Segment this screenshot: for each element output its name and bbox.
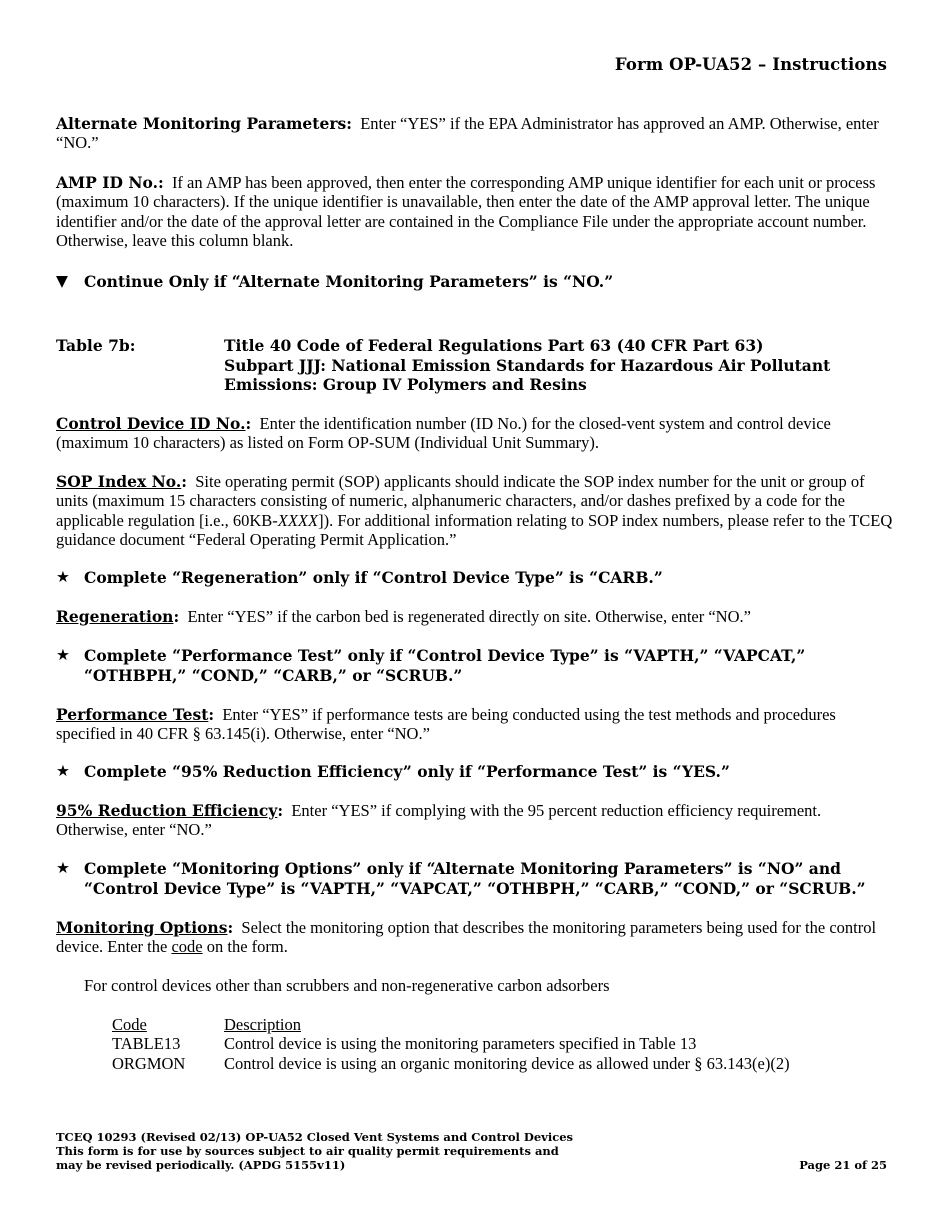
footer bbox=[56, 1130, 616, 1172]
footer-line2: This form is for use by sources subject to air quality permit requirements and bbox=[56, 1144, 559, 1158]
performance-test-text: Enter “YES” if performance tests are being conducted using the test methods and procedures specified in 40 CFR § 63.145(i). Otherwise, enter “NO.” bbox=[56, 705, 836, 744]
control-device-id-paragraph: Control Device ID No.: Enter the identification number (ID No.) for the closed-vent system and control device (maximum 10 characters) as listed on Form OP-SUM (Individual Unit Summary). bbox=[56, 414, 831, 453]
code-cell: TABLE13 bbox=[112, 1034, 181, 1054]
down-triangle-icon: ▼ bbox=[56, 272, 68, 290]
bullet-regeneration-text: Complete “Regeneration” only if “Control Device Type” is “CARB.” bbox=[84, 568, 663, 587]
description-cell: Control device is using the monitoring parameters specified in Table 13 bbox=[224, 1034, 697, 1054]
table-7b-title bbox=[224, 336, 894, 395]
bullet-monitoring-line2: “Control Device Type” is “VAPTH,” “VAPCAT,” “OTHBPH,” “CARB,” “COND,” or “SCRUB.” bbox=[84, 878, 866, 898]
description-cell: Control device is using an organic monitoring device as allowed under § 63.143(e)(2) bbox=[224, 1053, 790, 1073]
control-device-id-text: Enter the identification number (ID No.) for the closed-vent system and control device (maximum 10 characters) as listed on Form OP-SUM (Individual Unit Summary). bbox=[56, 414, 831, 453]
star-icon: ★ bbox=[56, 762, 70, 780]
footer-line3: may be revised periodically. (APDG 5155v11) bbox=[56, 1158, 346, 1172]
regeneration-paragraph: Regeneration: Enter “YES” if the carbon bed is regenerated directly on site. Otherwise, enter “NO.” bbox=[56, 607, 751, 626]
reduction-95-text: Enter “YES” if complying with the 95 percent reduction efficiency requirement. Otherwise, enter “NO.” bbox=[56, 801, 822, 840]
monitoring-options-text-after: on the form. bbox=[202, 937, 288, 957]
amp-id-term: AMP ID No bbox=[56, 173, 153, 192]
performance-test-paragraph: Performance Test: Enter “YES” if performance tests are being conducted using the test methods and procedures specified in 40 CFR § 63.145(i). Otherwise, enter “NO.” bbox=[56, 705, 836, 744]
bullet-performance-text bbox=[84, 646, 896, 685]
bullet-monitoring-line1: Complete “Monitoring Options” only if “Alternate Monitoring Parameters” is “NO” and bbox=[84, 859, 841, 878]
reduction-95-paragraph: 95% Reduction Efficiency: Enter “YES” if complying with the 95 percent reduction efficiency requirement. Otherwise, enter “NO.” bbox=[56, 801, 822, 840]
sop-index-text-before: Site operating permit (SOP) applicants should indicate the SOP index number for the unit or group of units (maximum 15 characters consisting of numeric, alphanumeric characters, and/or dashes prefixed by a code for the applicable regulation [i.e., 60KB- bbox=[56, 472, 865, 530]
codes-header-code: Code bbox=[112, 1015, 147, 1034]
sop-index-text-after: ]). For additional information relating to SOP index numbers, please refer to the TCEQ guidance document “Federal Operating Permit Application.” bbox=[56, 510, 893, 549]
sop-index-placeholder: XXXX bbox=[277, 510, 319, 530]
regeneration-term: Regeneration bbox=[56, 607, 174, 626]
control-device-id-term: Control Device ID No. bbox=[56, 414, 246, 433]
performance-test-term: Performance Test bbox=[56, 705, 209, 724]
regeneration-text: Enter “YES” if the carbon bed is regenerated directly on site. Otherwise, enter “NO.” bbox=[187, 607, 751, 626]
footer-line1: TCEQ 10293 (Revised 02/13) OP-UA52 Closed Vent Systems and Control Devices bbox=[56, 1130, 573, 1144]
monitoring-options-code-word: code bbox=[171, 937, 203, 957]
star-icon: ★ bbox=[56, 646, 70, 664]
amp-id-paragraph: AMP ID No.: If an AMP has been approved, then enter the corresponding AMP unique identifier for each unit or process (maximum 10 characters). If the unique identifier is unavailable, then enter the date of the AMP approval letter. The unique identifier and/or the date of the approval letter are contained in the Compliance File under the appropriate account number. Otherwise, leave this column blank. bbox=[56, 173, 876, 250]
bullet-performance-line2: “OTHBPH,” “COND,” “CARB,” or “SCRUB.” bbox=[84, 665, 463, 685]
table-7b-title-line3: Emissions: Group IV Polymers and Resins bbox=[224, 375, 587, 394]
devices-note: For control devices other than scrubbers and non-regenerative carbon adsorbers bbox=[84, 976, 610, 995]
amp-id-text: If an AMP has been approved, then enter the corresponding AMP unique identifier for each unit or process (maximum 10 characters). If the unique identifier is unavailable, then enter the date of the AMP approval letter. The unique identifier and/or the date of the approval letter are contained in the Compliance File under the appropriate account number. Otherwise, leave this column blank. bbox=[56, 173, 876, 250]
table-7b-title-line2: Subpart JJJ: National Emission Standards for Hazardous Air Pollutant bbox=[224, 355, 831, 375]
sop-index-term: SOP Index No. bbox=[56, 472, 182, 491]
bullet-monitoring-text bbox=[84, 859, 896, 898]
page-number: Page 21 of 25 bbox=[799, 1158, 887, 1172]
monitoring-options-text-before: Select the monitoring option that describes the monitoring parameters being used for the control device. Enter the bbox=[56, 918, 877, 957]
alt-monitoring-text: Enter “YES” if the EPA Administrator has approved an AMP. Otherwise, enter “NO.” bbox=[56, 114, 879, 153]
bullet-performance-line1: Complete “Performance Test” only if “Control Device Type” is “VAPTH,” “VAPCAT,” bbox=[84, 646, 806, 665]
star-icon: ★ bbox=[56, 859, 70, 877]
alt-monitoring-paragraph: Alternate Monitoring Parameters: Enter “YES” if the EPA Administrator has approved an AMP. Otherwise, enter “NO.” bbox=[56, 114, 879, 153]
code-cell: ORGMON bbox=[112, 1053, 186, 1073]
monitoring-options-paragraph: Monitoring Options: Select the monitoring option that describes the monitoring parameters being used for the control device. Enter the code on the form. bbox=[56, 918, 877, 957]
alt-monitoring-term: Alternate Monitoring Parameters bbox=[56, 114, 347, 133]
form-title-header: Form OP-UA52 – Instructions bbox=[614, 55, 887, 74]
table-7b-label: Table 7b: bbox=[56, 336, 136, 355]
table-7b-title-line1: Title 40 Code of Federal Regulations Part 63 (40 CFR Part 63) bbox=[224, 336, 764, 355]
star-icon: ★ bbox=[56, 568, 70, 586]
sop-index-paragraph: SOP Index No.: Site operating permit (SOP) applicants should indicate the SOP index number for the unit or group of units (maximum 15 characters consisting of numeric, alphanumeric characters, and/or dashes prefixed by a code for the applicable regulation [i.e., 60KB-XXXX]). For additional information relating to SOP index numbers, please refer to the TCEQ guidance document “Federal Operating Permit Application.” bbox=[56, 472, 893, 549]
continue-note-text: Continue Only if “Alternate Monitoring Parameters” is “NO.” bbox=[84, 272, 614, 291]
monitoring-options-term: Monitoring Options bbox=[56, 918, 228, 937]
bullet-95-reduction-text: Complete “95% Reduction Efficiency” only if “Performance Test” is “YES.” bbox=[84, 762, 730, 781]
reduction-95-term: 95% Reduction Efficiency bbox=[56, 801, 278, 820]
codes-header-description: Description bbox=[224, 1015, 301, 1034]
